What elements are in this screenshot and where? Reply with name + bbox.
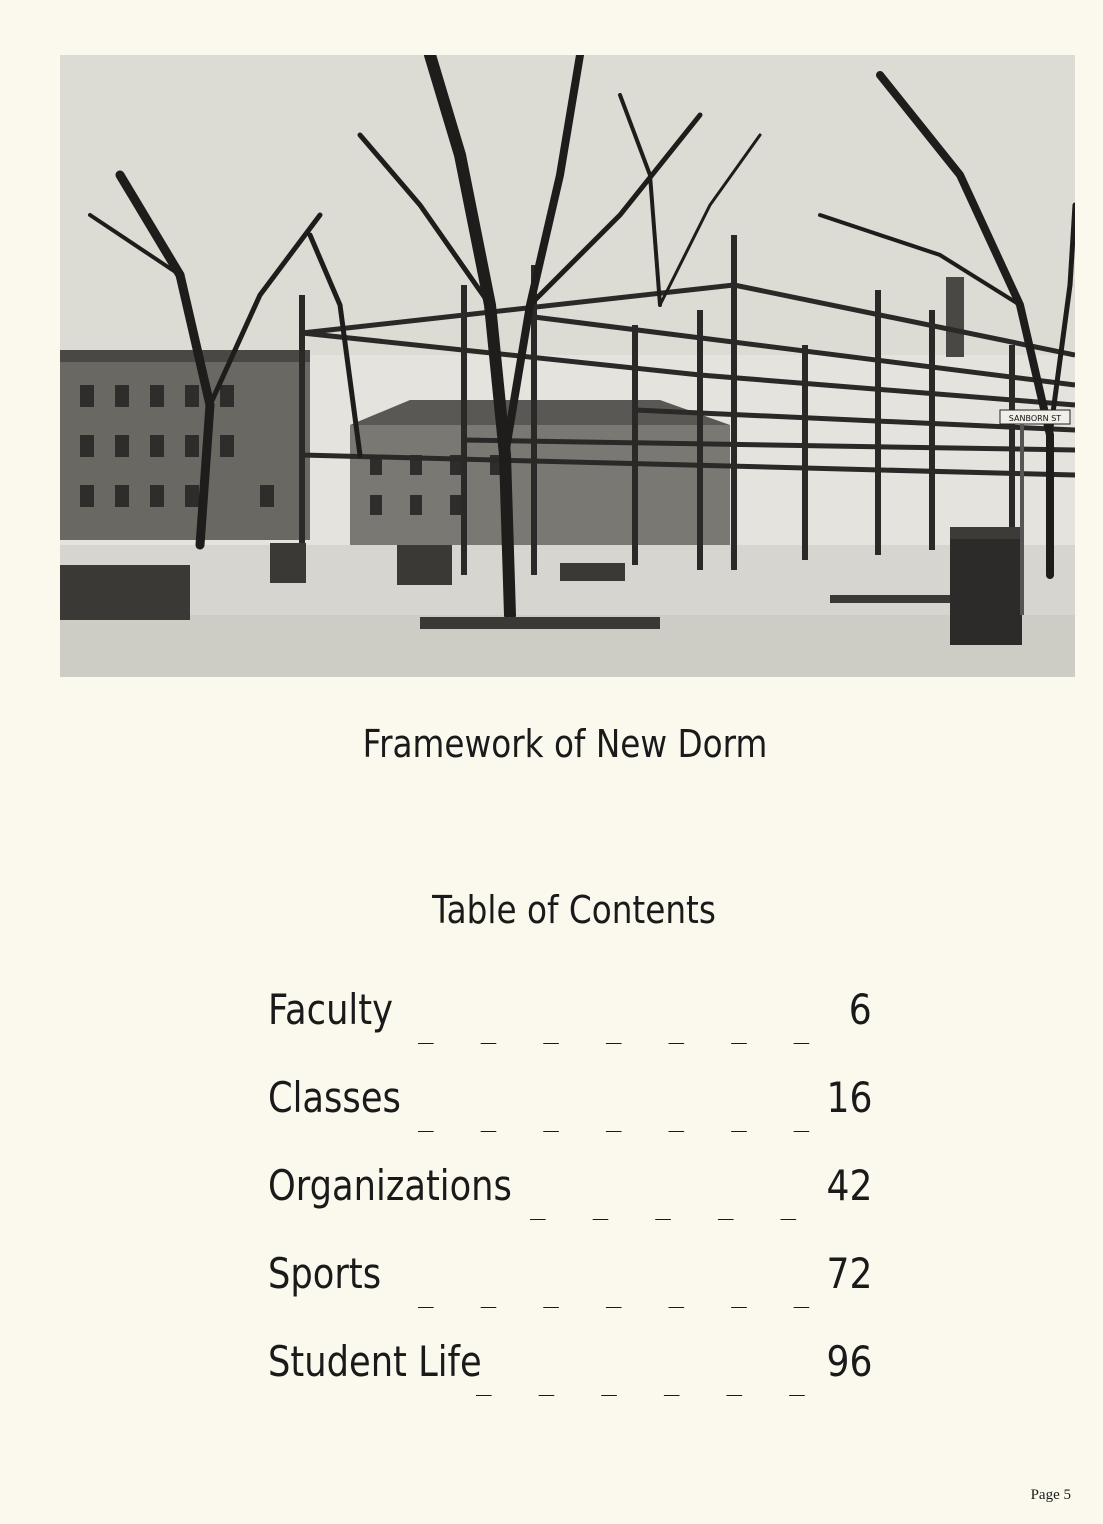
toc-entry <box>268 1073 872 1161</box>
toc-leader: _ _ _ _ _ _ _ <box>418 1279 810 1309</box>
page-number: Page 5 <box>1030 1487 1071 1503</box>
toc-entry-label: Sports <box>268 1249 382 1298</box>
construction-photo <box>60 55 1075 677</box>
toc-entry-page: 42 <box>826 1161 872 1210</box>
table-of-contents <box>268 985 872 1425</box>
toc-leader: _ _ _ _ _ _ _ <box>418 1103 810 1133</box>
toc-leader: _ _ _ _ _ <box>530 1191 797 1221</box>
toc-entry <box>268 1249 872 1337</box>
toc-entry-label: Student Life <box>268 1337 482 1386</box>
toc-leader: _ _ _ _ _ _ _ <box>418 1015 810 1045</box>
toc-entry-page: 6 <box>849 985 872 1034</box>
toc-entry <box>268 1337 872 1425</box>
toc-entry-page: 16 <box>826 1073 872 1122</box>
toc-entry-label: Faculty <box>268 985 393 1034</box>
toc-leader: _ _ _ _ _ _ <box>476 1367 805 1397</box>
toc-entry-label: Organizations <box>268 1161 512 1210</box>
photo-caption: Framework of New Dorm <box>362 722 768 766</box>
toc-entry <box>268 985 872 1073</box>
toc-entry-page: 96 <box>826 1337 872 1386</box>
toc-entry <box>268 1161 872 1249</box>
toc-entry-label: Classes <box>268 1073 401 1122</box>
street-sign-text: SANBORN ST <box>1008 414 1062 423</box>
toc-entry-page: 72 <box>826 1249 872 1298</box>
toc-title: Table of Contents <box>432 888 716 932</box>
